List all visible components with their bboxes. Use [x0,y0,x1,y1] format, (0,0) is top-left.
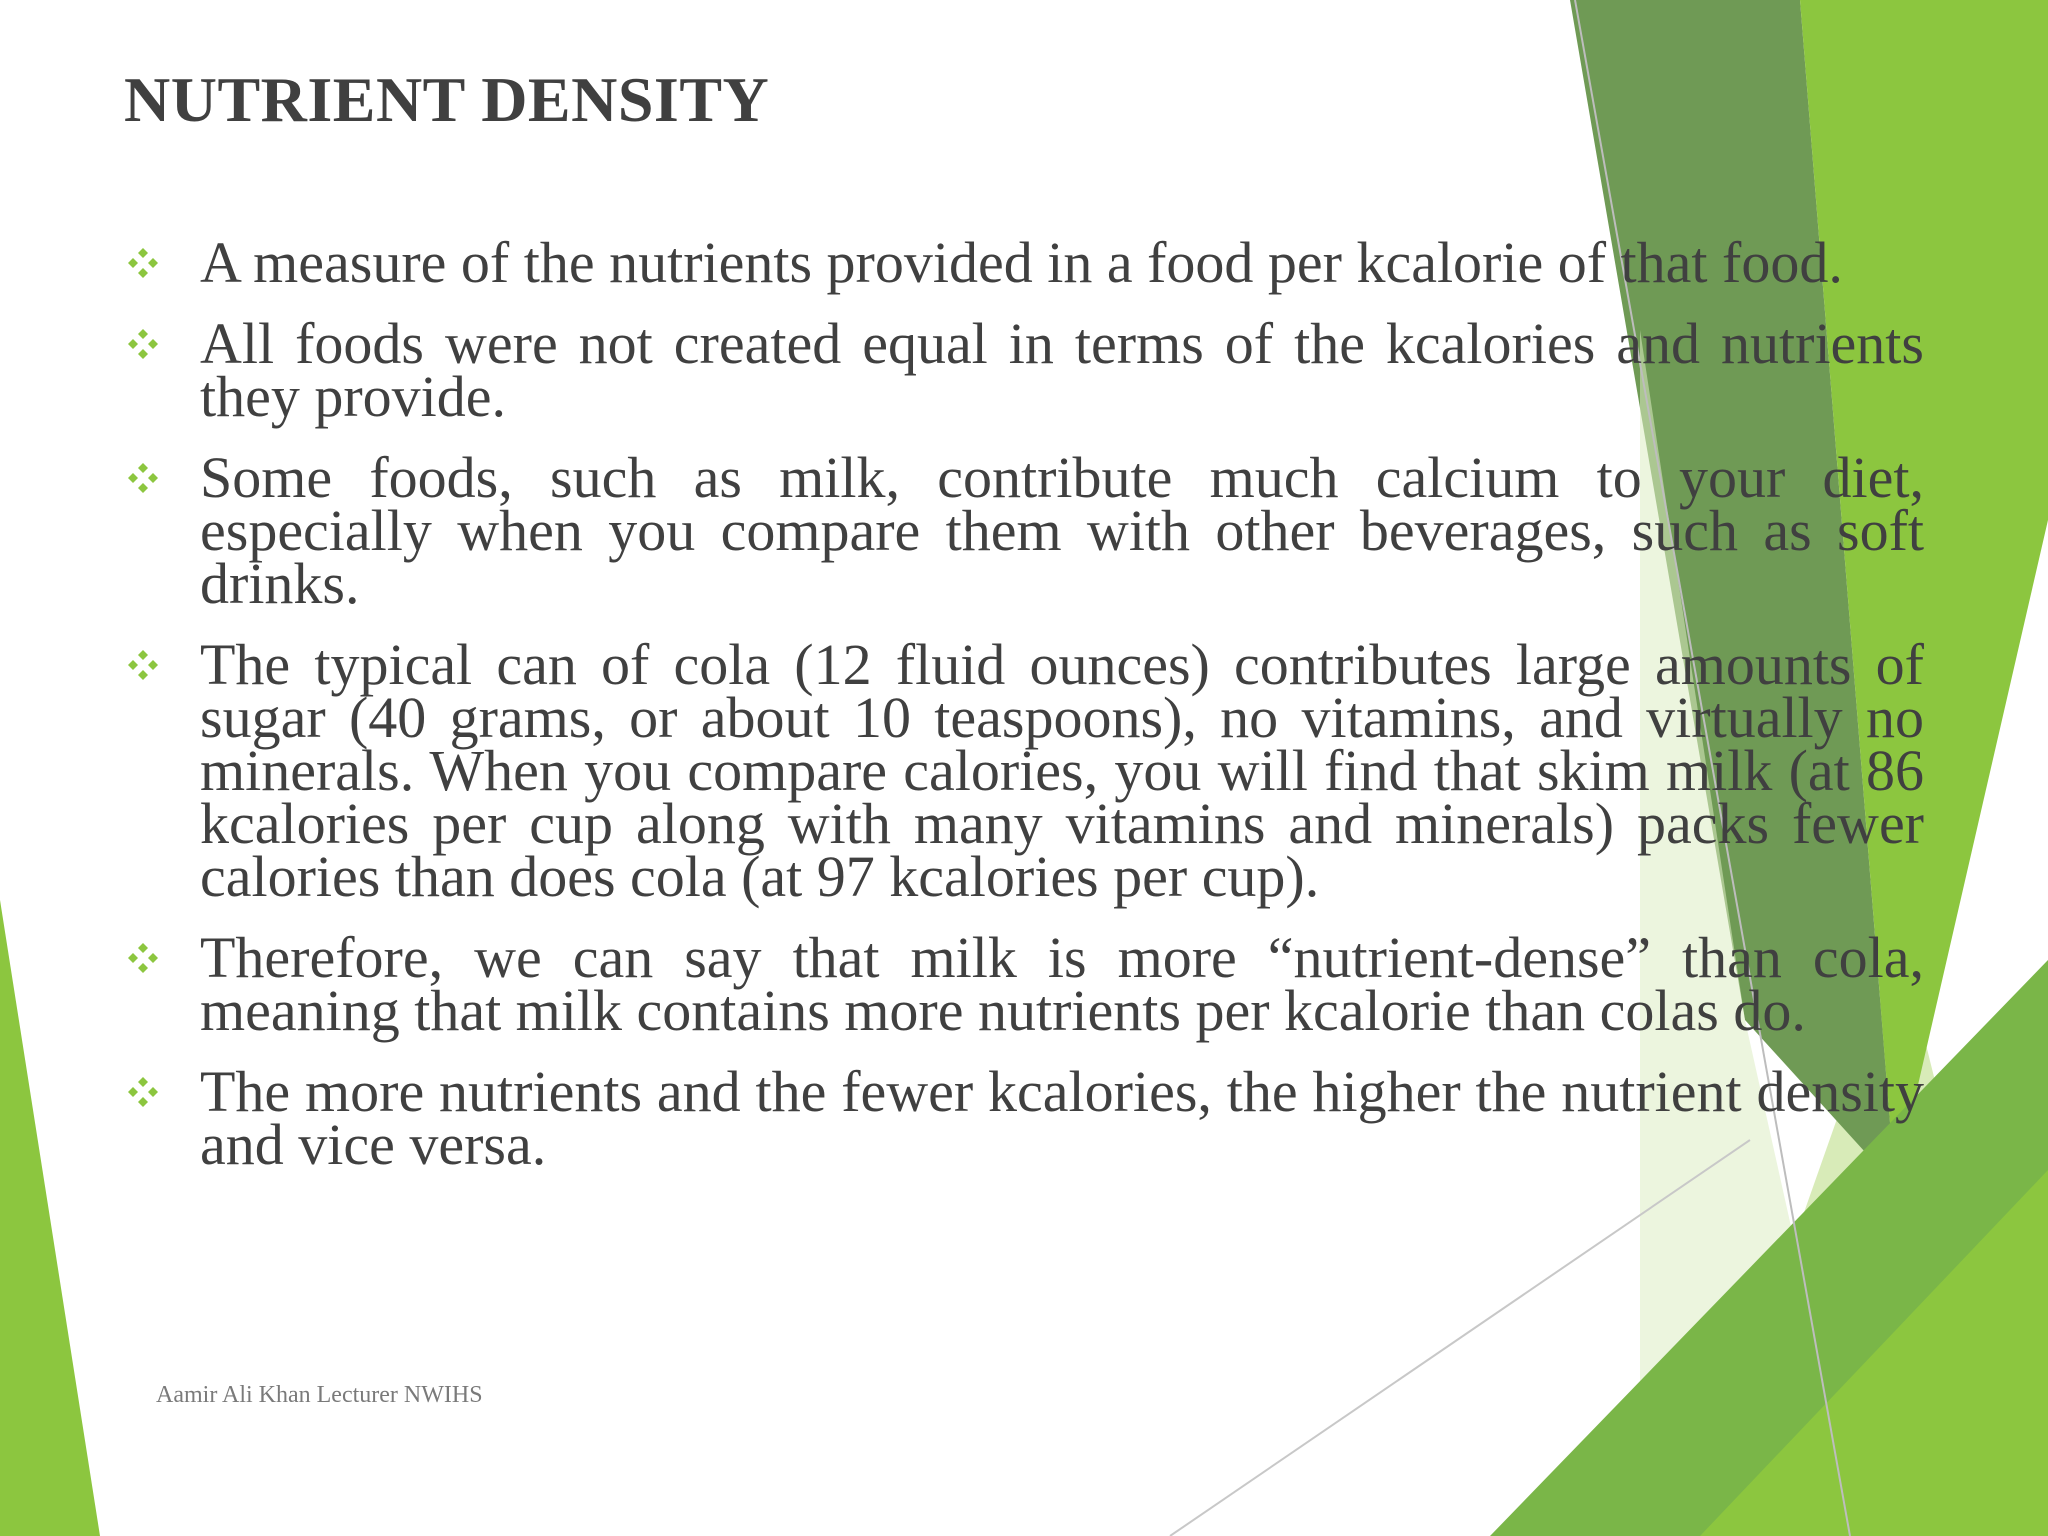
bullet-text: A measure of the nutrients provided in a food per kcalorie of that food. [200,230,1843,295]
bullet-item [124,925,1924,1043]
bullet-text: The typical can of cola (12 fluid ounces) contributes large amounts of sugar (40 grams, or about 10 teaspoons), no vitamins, and virtually no minerals. When you compare calories, you will find that skim milk (at 86 kcalories per cup along with many vitamins and minerals) packs fewer calories than does cola (at 97 kcalories per cup). [200,632,1924,909]
four-diamond-bullet-icon [126,246,160,280]
bullet-text: All foods were not created equal in terms of the kcalories and nutrients they provide. [200,311,1924,429]
bullet-item [124,230,1924,295]
slide-title: NUTRIENT DENSITY [124,64,770,135]
bullet-text: Some foods, such as milk, contribute much calcium to your diet, especially when you compare them with other beverages, such as soft drinks. [200,445,1924,616]
bullet-item [124,311,1924,429]
bullet-item [124,445,1924,616]
four-diamond-bullet-icon [126,648,160,682]
bullet-list [124,230,1924,1199]
footer-author: Aamir Ali Khan Lecturer NWIHS [156,1382,483,1408]
four-diamond-bullet-icon [126,461,160,495]
bullet-item [124,1059,1924,1177]
four-diamond-bullet-icon [126,941,160,975]
left-green-sliver [0,900,100,1536]
four-diamond-bullet-icon [126,1075,160,1109]
bullet-text: Therefore, we can say that milk is more “nutrient-dense” than cola, meaning that milk contains more nutrients per kcalorie than colas do. [200,925,1924,1043]
four-diamond-bullet-icon [126,327,160,361]
bullet-text: The more nutrients and the fewer kcalories, the higher the nutrient density and vice versa. [200,1059,1924,1177]
bullet-item [124,632,1924,909]
